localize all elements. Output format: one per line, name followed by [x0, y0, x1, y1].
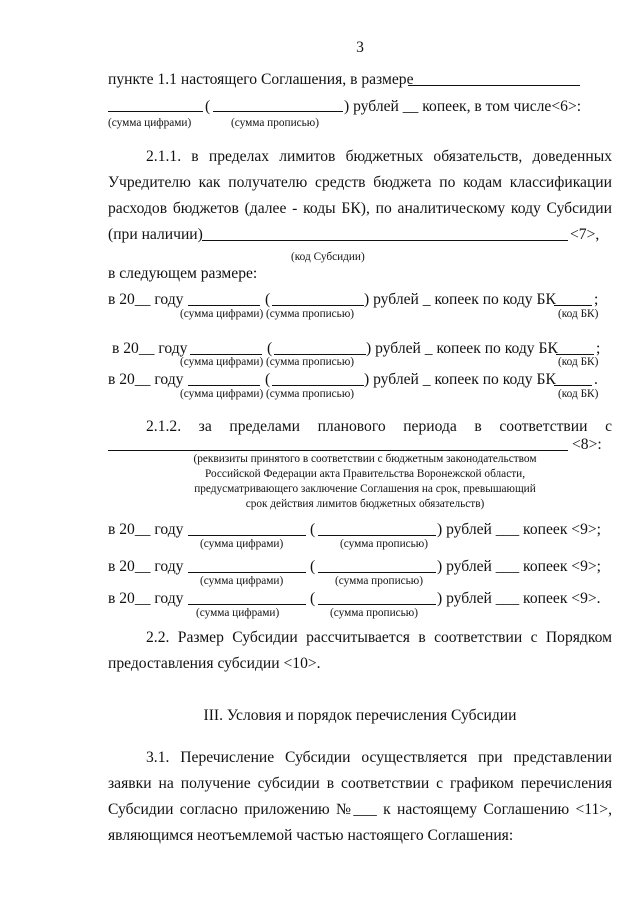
- text-fragment: ) рублей ___ копеек <9>;: [437, 521, 602, 538]
- blank-underline: [213, 111, 343, 112]
- text-fragment: ) рублей _ копеек по коду БК: [364, 371, 556, 388]
- text-fragment: (: [310, 558, 316, 575]
- paragraph-line: 2.1.2. за пределами планового периода в соответствии с: [146, 418, 612, 435]
- caption: (сумма прописью): [231, 117, 319, 129]
- paragraph-line: 3.1. Перечисление Субсидии осуществляется при представлении: [146, 749, 612, 766]
- text-fragment: в 20__ году: [108, 558, 184, 575]
- text-fragment: ) рублей _ копеек по коду БК: [366, 340, 558, 357]
- blank-underline: [272, 305, 364, 306]
- caption: (сумма цифрами): [200, 575, 284, 587]
- blank-underline: [188, 305, 260, 306]
- blank-underline: [188, 572, 306, 573]
- blank-underline: [318, 572, 436, 573]
- caption: (сумма прописью): [340, 538, 428, 550]
- caption: (код БК): [558, 388, 599, 400]
- blank-underline: [108, 111, 203, 112]
- text-fragment: (: [265, 291, 271, 308]
- text-fragment: в 20__ году: [112, 340, 188, 357]
- caption: (реквизиты принятого в соответствии с бюджетным законодательством: [193, 453, 537, 465]
- blank-underline: [188, 604, 306, 605]
- blank-underline: [188, 535, 306, 536]
- text-line: в следующем размере:: [108, 265, 258, 282]
- paragraph-line: являющимся неотъемлемой частью настоящего Соглашения:: [108, 827, 514, 844]
- paragraph-line: Субсидии согласно приложению №___ к настоящему Соглашению <11>,: [108, 801, 612, 818]
- text-fragment: ;: [596, 340, 601, 357]
- caption: (сумма прописью): [335, 575, 423, 587]
- text-line: пункте 1.1 настоящего Соглашения, в размере: [108, 71, 414, 88]
- text-fragment: (: [265, 371, 271, 388]
- caption: предусматривающего заключение Соглашения на срок, превышающий: [194, 483, 536, 495]
- text-fragment: (: [267, 340, 273, 357]
- caption: (код БК): [558, 308, 599, 320]
- text-fragment: ;: [594, 291, 599, 308]
- text-fragment: (при наличии): [108, 226, 203, 243]
- paragraph-line: предоставления субсидии <10>.: [108, 655, 321, 672]
- section-heading: III. Условия и порядок перечисления Субсидии: [203, 707, 517, 724]
- blank-underline: [108, 450, 568, 451]
- caption: (сумма цифрами): [200, 538, 284, 550]
- text-fragment: в 20__ году: [108, 521, 184, 538]
- text-fragment: в 20__ году: [108, 291, 184, 308]
- text-fragment: в 20__ году: [108, 371, 184, 388]
- text-fragment: ) рублей _ копеек по коду БК: [364, 291, 556, 308]
- paragraph-line: Учредителю как получателю средств бюджета по кодам классификации: [108, 174, 612, 191]
- caption: (сумма цифрами) (сумма прописью): [180, 388, 355, 400]
- blank-underline: [202, 240, 568, 241]
- page-number: 3: [356, 39, 364, 56]
- text-fragment: (: [310, 521, 316, 538]
- caption: Российской Федерации акта Правительства Воронежской области,: [204, 468, 526, 480]
- caption: (сумма цифрами) (сумма прописью): [180, 356, 355, 368]
- blank-underline: [272, 385, 364, 386]
- blank-underline: [188, 385, 260, 386]
- text-fragment: (: [310, 590, 316, 607]
- paragraph-line: заявки на получение субсидии в соответствии с графиком перечисления: [108, 775, 612, 792]
- blank-underline: [318, 535, 436, 536]
- blank-underline: [554, 305, 592, 306]
- caption: (код БК): [558, 356, 599, 368]
- text-fragment: .: [594, 371, 598, 388]
- caption: (сумма цифрами): [196, 607, 280, 619]
- caption: (код Субсидии): [291, 251, 365, 263]
- text-fragment: ) рублей __ копеек, в том числе<6>:: [344, 98, 582, 115]
- paragraph-line: 2.1.1. в пределах лимитов бюджетных обязательств, доведенных: [146, 148, 612, 165]
- text-fragment: в 20__ году: [108, 590, 184, 607]
- blank-underline: [318, 604, 436, 605]
- text-fragment: ) рублей ___ копеек <9>;: [437, 558, 602, 575]
- text-fragment: (: [205, 98, 211, 115]
- caption: (сумма цифрами) (сумма прописью): [180, 308, 355, 320]
- caption: (сумма прописью): [330, 607, 418, 619]
- caption: срок действия лимитов бюджетных обязательств): [245, 498, 485, 510]
- blank-underline: [408, 85, 580, 86]
- caption: (сумма цифрами): [108, 117, 192, 129]
- paragraph-line: 2.2. Размер Субсидии рассчитывается в соответствии с Порядком: [146, 629, 612, 646]
- blank-underline: [554, 385, 592, 386]
- text-fragment: ) рублей ___ копеек <9>.: [437, 590, 601, 607]
- text-fragment: <7>,: [570, 226, 600, 243]
- text-fragment: <8>:: [572, 436, 602, 453]
- paragraph-line: расходов бюджетов (далее - коды БК), по аналитическому коду Субсидии: [108, 200, 612, 217]
